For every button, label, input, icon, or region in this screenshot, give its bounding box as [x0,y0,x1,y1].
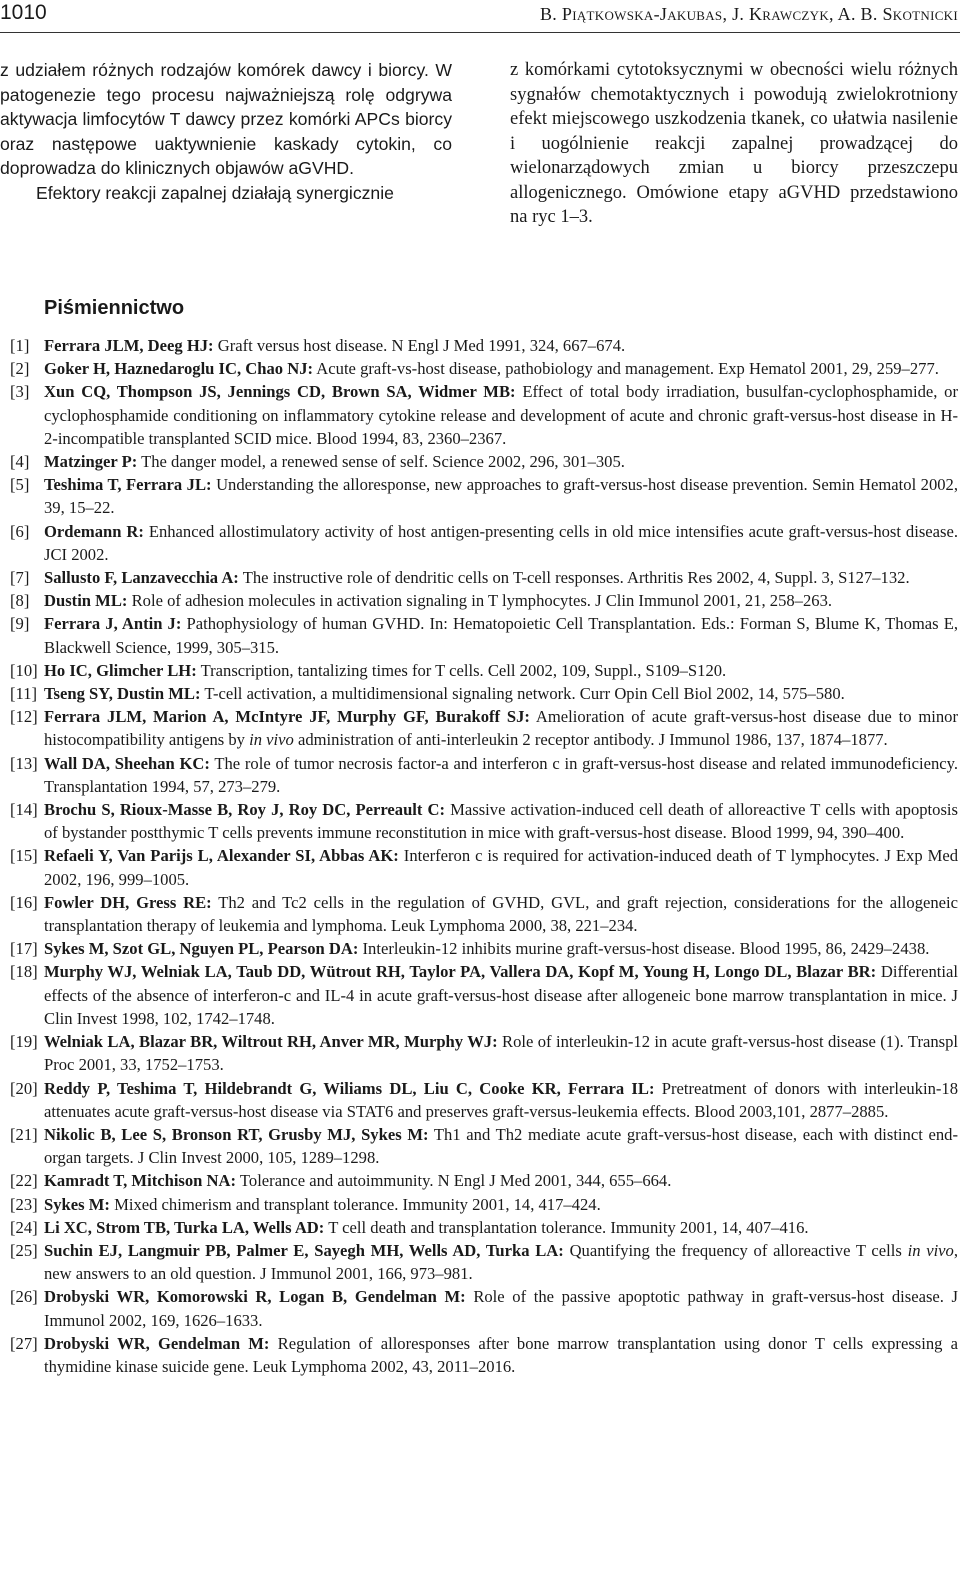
reference-item [0,380,958,450]
reference-authors: Ho IC, Glimcher LH: [44,660,197,680]
reference-item [0,473,958,519]
reference-number: [27] [10,1333,38,1353]
left-column [0,58,452,205]
reference-authors: Xun CQ, Thompson JS, Jennings CD, Brown SA, Widmer MB: [44,382,516,402]
reference-text: T-cell activation, a multidimensional signaling network. Curr Opin Cell Biol 2002, 14, 575–580. [204,684,845,704]
right-paragraph-1: z komórkami cytotoksycznymi w obecności wielu różnych sygnałów chemotaktycznych i powodują zwielokrotniony efekt miejscowego uszkodzenia tkanek, co ułatwia nasilenie i uogólnienie reakcji zapalnej prowadzącej do wielonarządowych zmian u biorcy przeszczepu allogenicznego. Omówione etapy aGVHD przedstawiono na ryc 1–3. [510,60,958,227]
page-number: 1010 [0,1,47,24]
reference-item [0,1169,958,1192]
reference-authors: Ferrara JLM, Marion A, McIntyre JF, Murphy GF, Burakoff SJ: [44,707,530,727]
left-paragraph-1: z udziałem różnych rodzajów komórek dawcy i biorcy. W patogenezie tego procesu najważniejszą rolę odgrywa aktywacja limfocytów T dawcy przez komórki APCs biorcy oraz następowe uaktywnienie kaskady cytokin, co doprowadza do klinicznych objawów aGVHD. [0,60,452,178]
reference-authors: Sykes M: [44,1194,110,1214]
reference-item [0,520,958,566]
reference-item [0,589,958,612]
reference-authors: Drobyski WR, Gendelman M: [44,1333,270,1353]
reference-italic-term: in vivo [249,730,294,750]
reference-authors: Teshima T, Ferrara JL: [44,475,212,495]
left-paragraph-2: Efektory reakcji zapalnej działają synergicznie [36,182,394,203]
reference-item [0,1077,958,1123]
reference-item [0,682,958,705]
reference-number: [24] [10,1217,38,1237]
reference-text: Pathophysiology of human GVHD. In: Hematopoietic Cell Transplantation. Eds.: Forman S, Blume K, Thomas E, Blackwell Science, 1999, 305–315. [44,614,958,657]
reference-number: [15] [10,846,38,866]
reference-number: [13] [10,753,38,773]
reference-number: [8] [10,591,30,611]
references-heading: Piśmiennictwo [44,297,185,319]
reference-number: [16] [10,892,38,912]
reference-authors: Sallusto F, Lanzavecchia A: [44,568,239,588]
reference-number: [7] [10,568,30,588]
reference-item [0,1123,958,1169]
reference-text: Understanding the alloresponse, new approaches to graft-versus-host disease prevention. Semin Hematol 2002, 39, 15–22. [44,475,959,518]
reference-item [0,357,958,380]
reference-number: [23] [10,1194,38,1214]
reference-authors: Goker H, Haznedaroglu IC, Chao NJ: [44,359,314,379]
reference-number: [20] [10,1078,38,1098]
reference-text: Graft versus host disease. N Engl J Med 1991, 324, 667–674. [217,336,626,355]
reference-authors: Fowler DH, Gress RE: [44,892,212,912]
reference-text: Role of interleukin-12 in acute graft-versus-host disease (1). Transpl Proc 2001, 33, 1752–1753. [44,1032,958,1075]
reference-number: [25] [10,1240,38,1260]
reference-text: Interleukin-12 inhibits murine graft-versus-host disease. Blood 1995, 86, 2429–2438. [362,939,930,959]
page-header [0,0,960,33]
reference-text: Tolerance and autoimmunity. N Engl J Med 2001, 344, 655–664. [239,1171,672,1191]
reference-item [0,891,958,937]
reference-authors: Ferrara J, Antin J: [44,614,182,634]
reference-number: [26] [10,1287,38,1307]
reference-authors: Ordemann R: [44,521,144,541]
reference-text: Pretreatment of donors with interleukin-18 attenuates acute graft-versus-host disease via STAT6 and preserves graft-versus-leukemia effects. Blood 2003,101, 2877–2885. [44,1078,959,1121]
reference-number: [2] [10,359,30,379]
reference-authors: Murphy WJ, Welniak LA, Taub DD, Wütrout RH, Taylor PA, Vallera DA, Kopf M, Young H, Longo DL, Blazar BR: [44,962,877,982]
reference-item [0,752,958,798]
reference-authors: Kamradt T, Mitchison NA: [44,1171,237,1191]
reference-number: [1] [10,336,30,355]
reference-item [0,566,958,589]
reference-item [0,798,958,844]
reference-number: [18] [10,962,38,982]
reference-list [0,334,958,1378]
reference-text: Acute graft-vs-host disease, pathobiology and management. Exp Hematol 2001, 29, 259–277. [316,359,939,379]
body-columns [0,58,960,248]
reference-authors: Sykes M, Szot GL, Nguyen PL, Pearson DA: [44,939,359,959]
reference-text-cont: , new answers to an old question. J Immunol 2001, 166, 973–981. [44,1240,959,1284]
reference-number: [11] [10,684,38,704]
reference-number: [22] [10,1171,38,1191]
reference-authors: Brochu S, Rioux-Masse B, Roy J, Roy DC, Perreault C: [44,800,446,820]
reference-item [0,450,958,473]
reference-authors: Nikolic B, Lee S, Bronson RT, Grusby MJ, Sykes M: [44,1124,429,1144]
reference-text-cont: administration of anti-interleukin 2 receptor antibody. J Immunol 1986, 137, 1874–1877. [297,730,888,750]
reference-text: Interferon c is required for activation-induced death of T lymphocytes. J Exp Med 2002, 196, 999–1005. [44,846,958,889]
reference-text: Differential effects of the absence of interferon-c and IL-4 in acute graft-versus-host disease after allogeneic bone marrow transplantation in mice. J Clin Invest 1998, 102, 1742–1748. [44,962,958,1028]
reference-text: Role of the passive apoptotic pathway in graft-versus-host disease. J Immunol 2002, 169, 1626–1633. [44,1287,959,1330]
reference-text: Role of adhesion molecules in activation signaling in T lymphocytes. J Clin Immunol 2001, 21, 258–263. [131,591,833,611]
running-head-authors: B. Piątkowska-Jakubas, J. Krawczyk, A. B. Skotnicki [539,4,958,24]
reference-text: Th1 and Th2 mediate acute graft-versus-host disease, each with distinct end-organ targets. J Clin Invest 2000, 105, 1289–1298. [44,1124,958,1168]
reference-item [0,1193,958,1216]
reference-number: [4] [10,452,30,472]
reference-authors: Drobyski WR, Komorowski R, Logan B, Gendelman M: [44,1287,466,1307]
reference-authors: Tseng SY, Dustin ML: [44,684,201,704]
reference-text: Quantifying the frequency of alloreactive T cells [569,1240,902,1260]
reference-item [0,659,958,682]
reference-number: [12] [10,707,38,727]
reference-number: [6] [10,521,30,541]
reference-item [0,1239,958,1285]
reference-item [0,334,958,357]
reference-item [0,612,958,658]
reference-item [0,1332,958,1378]
reference-authors: Wall DA, Sheehan KC: [44,753,210,773]
reference-text: Regulation of alloresponses after bone marrow transplantation using donor T cells expressing a thymidine kinase suicide gene. Leuk Lymphoma 2002, 43, 2011–2016. [44,1333,959,1376]
right-column [510,58,958,230]
reference-number: [21] [10,1124,38,1144]
reference-text: Enhanced allostimulatory activity of host antigen-presenting cells in old mice intensifies acute graft-versus-host disease. JCI 2002. [44,521,958,564]
reference-number: [10] [10,660,38,680]
reference-item [0,705,958,751]
reference-authors: Reddy P, Teshima T, Hildebrandt G, Wiliams DL, Liu C, Cooke KR, Ferrara IL: [44,1078,655,1098]
reference-text: The role of tumor necrosis factor-a and interferon c in graft-versus-host disease and related immunodeficiency. Transplantation 1994, 57, 273–279. [44,753,959,796]
reference-number: [5] [10,475,30,495]
reference-authors: Matzinger P: [44,452,138,472]
reference-authors: Suchin EJ, Langmuir PB, Palmer E, Sayegh MH, Wells AD, Turka LA: [44,1240,564,1260]
reference-item [0,1030,958,1076]
reference-text: The danger model, a renewed sense of self. Science 2002, 296, 301–305. [141,452,625,472]
reference-number: [17] [10,939,38,959]
reference-text: Amelioration of acute graft-versus-host disease due to minor histocompatibility antigens by [44,707,959,750]
reference-text: Th2 and Tc2 cells in the regulation of GVHD, GVL, and graft rejection, considerations for the allogeneic transplantation therapy of leukemia and lymphoma. Leuk Lymphoma 2000, 38, 221–234. [44,892,958,936]
reference-number: [14] [10,800,38,820]
reference-item [0,1216,958,1239]
reference-authors: Li XC, Strom TB, Turka LA, Wells AD: [44,1217,325,1237]
reference-authors: Ferrara JLM, Deeg HJ: [44,336,214,355]
reference-text: Effect of total body irradiation, busulfan-cyclophosphamide, or cyclophosphamide conditioning on inflammatory cytokine release and development of acute and chronic graft-versus-host disease in H-2-incompatible transplanted SCID mice. Blood 1994, 83, 2360–2367. [44,382,959,448]
reference-number: [9] [10,614,30,634]
reference-authors: Refaeli Y, Van Parijs L, Alexander SI, Abbas AK: [44,846,399,866]
reference-item [0,960,958,1030]
reference-authors: Dustin ML: [44,591,128,611]
reference-text: The instructive role of dendritic cells on T-cell responses. Arthritis Res 2002, 4, Suppl. 3, S127–132. [242,568,910,588]
reference-item [0,937,958,960]
reference-text: Transcription, tantalizing times for T cells. Cell 2002, 109, Suppl., S109–S120. [200,660,727,680]
reference-text: Mixed chimerism and transplant tolerance. Immunity 2001, 14, 417–424. [114,1194,601,1214]
reference-authors: Welniak LA, Blazar BR, Wiltrout RH, Anver MR, Murphy WJ: [44,1032,498,1052]
reference-number: [3] [10,382,30,402]
reference-number: [19] [10,1032,38,1052]
reference-item [0,844,958,890]
reference-item [0,1285,958,1331]
reference-italic-term: in vivo [907,1240,954,1260]
reference-text: T cell death and transplantation tolerance. Immunity 2001, 14, 407–416. [328,1217,809,1237]
reference-text: Massive activation-induced cell death of alloreactive T cells with apoptosis of bystander postthymic T cells prevents immune reconstitution in mice with graft-versus-host disease. Blood 1999, 94, 390–400. [44,800,958,843]
